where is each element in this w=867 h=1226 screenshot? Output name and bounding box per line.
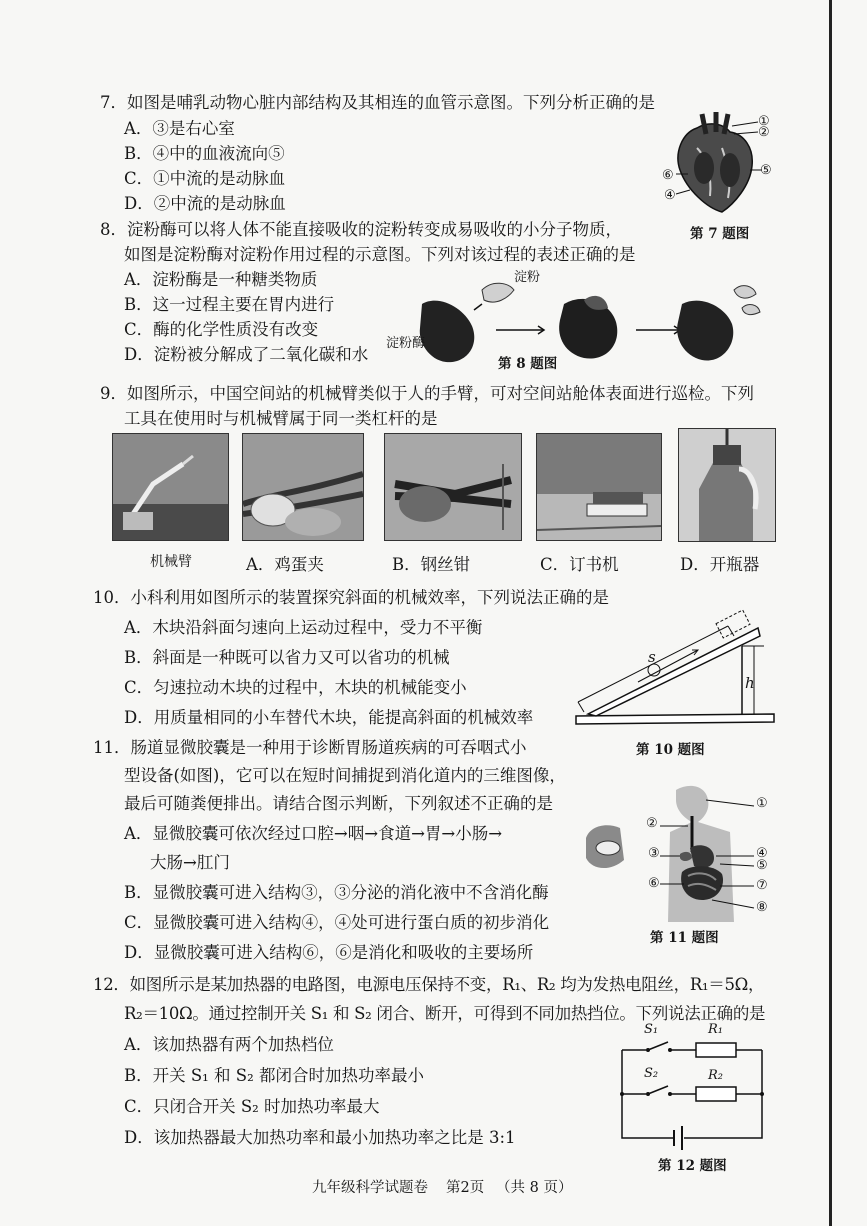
q8-label-enzyme: 淀粉酶 (386, 336, 426, 351)
q12-label-r2: R₂ (708, 1068, 723, 1083)
q9-stem-line2: 工具在使用时与机械臂属于同一类杠杆的是 (124, 409, 438, 428)
q7-caption: 第 7 题图 (690, 226, 750, 242)
egg-clip-photo (242, 433, 364, 541)
q9-caption-b: B．钢丝钳 (392, 555, 471, 574)
q12-option-a: A．该加热器有两个加热档位 (124, 1035, 334, 1054)
q11-figure (580, 776, 776, 922)
q11-label-8: ⑧ (756, 900, 768, 915)
heart-diagram (662, 108, 772, 218)
q11-stem-line1: 11．肠道显微胶囊是一种用于诊断胃肠道疾病的可吞咽式小 (93, 738, 527, 757)
q8-stem-line2: 如图是淀粉酶对淀粉作用过程的示意图。下列对该过程的表述正确的是 (124, 245, 636, 264)
q10-option-c: C．匀速拉动木块的过程中，木块的机械能变小 (124, 678, 467, 697)
q8-option-c: C．酶的化学性质没有改变 (124, 320, 319, 339)
stapler-photo (536, 433, 662, 541)
q8-option-a: A．淀粉酶是一种糖类物质 (124, 270, 318, 289)
q7-option-b: B．④中的血液流向⑤ (124, 144, 285, 163)
q7-stem: 7．如图是哺乳动物心脏内部结构及其相连的血管示意图。下列分析正确的是 (100, 93, 655, 112)
q10-stem: 10．小科利用如图所示的装置探究斜面的机械效率，下列说法正确的是 (93, 588, 609, 607)
q11-option-b: B．显微胶囊可进入结构③，③分泌的消化液中不含消化酶 (124, 883, 549, 902)
q7-label-1: ① (758, 114, 770, 129)
q9-stem-line1: 9．如图所示，中国空间站的机械臂类似于人的手臂，可对空间站舱体表面进行巡检。下列 (100, 384, 754, 403)
q11-label-5: ⑤ (756, 858, 768, 873)
q9-caption-arm: 机械臂 (150, 554, 192, 570)
q12-option-c: C．只闭合开关 S₂ 时加热功率最大 (124, 1097, 380, 1116)
q12-figure (612, 1022, 772, 1154)
footer-total: （共 8 页） (496, 1180, 573, 1196)
circuit-diagram (612, 1030, 772, 1154)
q9-caption-d: D．开瓶器 (680, 555, 760, 574)
q7-label-4: ④ (664, 188, 676, 203)
q11-option-a-line1: A．显微胶囊可依次经过口腔→咽→食道→胃→小肠→ (124, 824, 503, 843)
q8-caption: 第 8 题图 (498, 356, 558, 372)
q11-label-7: ⑦ (756, 878, 768, 893)
q8-figure (384, 264, 774, 374)
q12-label-s1: S₁ (644, 1022, 659, 1037)
q11-label-4: ④ (756, 846, 768, 861)
q12-option-b: B．开关 S₁ 和 S₂ 都闭合时加热功率最小 (124, 1066, 424, 1085)
q11-label-3: ③ (648, 846, 660, 861)
q7-option-d: D．②中流的是动脉血 (124, 194, 286, 213)
q12-stem-line1: 12．如图所示是某加热器的电路图，电源电压保持不变，R₁、R₂ 均为发热电阻丝，R₁＝5Ω， (93, 975, 765, 994)
q11-caption: 第 11 题图 (650, 930, 719, 946)
q11-option-c: C．显微胶囊可进入结构④，④处可进行蛋白质的初步消化 (124, 913, 550, 932)
q10-caption: 第 10 题图 (636, 742, 705, 758)
digestive-system-diagram (580, 776, 776, 922)
q8-stem-line1: 8．淀粉酶可以将人体不能直接吸收的淀粉转变成易吸收的小分子物质， (100, 220, 622, 239)
q11-label-1: ① (756, 796, 768, 811)
q7-option-a: A．③是右心室 (124, 119, 235, 138)
q9-caption-c: C．订书机 (540, 555, 619, 574)
q10-option-a: A．木块沿斜面匀速向上运动过程中，受力不平衡 (124, 618, 483, 637)
q9-caption-a: A．鸡蛋夹 (246, 555, 324, 574)
q12-label-s2: S₂ (644, 1066, 659, 1081)
q11-stem-line2: 型设备(如图)，它可以在短时间捕捉到消化道内的三维图像， (124, 766, 566, 785)
q11-label-2: ② (646, 816, 658, 831)
footer-page: 第2页 (446, 1180, 485, 1196)
q12-option-d: D．该加热器最大加热功率和最小加热功率之比是 3:1 (124, 1128, 516, 1147)
q7-label-6: ⑥ (662, 168, 674, 183)
q10-option-d: D．用质量相同的小车替代木块，能提高斜面的机械效率 (124, 708, 534, 727)
q12-stem-line2: R₂＝10Ω。通过控制开关 S₁ 和 S₂ 闭合、断开，可得到不同加热挡位。下列说法正确的是 (124, 1004, 766, 1023)
q11-stem-line3: 最后可随粪便排出。请结合图示判断，下列叙述不正确的是 (124, 794, 553, 813)
q8-option-b: B．这一过程主要在胃内进行 (124, 295, 335, 314)
q8-option-d: D．淀粉被分解成了二氧化碳和水 (124, 345, 369, 364)
q7-label-2: ② (758, 125, 770, 140)
q10-label-s: s (648, 648, 656, 666)
q11-option-a-line2: 大肠→肛门 (150, 853, 230, 872)
q12-caption: 第 12 题图 (658, 1158, 727, 1174)
q10-label-h: h (745, 674, 755, 692)
bottle-opener-photo (678, 428, 776, 542)
q11-label-6: ⑥ (648, 876, 660, 891)
q7-figure (662, 108, 772, 218)
enzyme-diagram (384, 264, 774, 374)
q12-label-r1: R₁ (708, 1022, 723, 1037)
robotic-arm-photo (112, 433, 229, 541)
q8-label-starch: 淀粉 (514, 270, 541, 285)
q10-option-b: B．斜面是一种既可以省力又可以省功的机械 (124, 648, 450, 667)
footer-title: 九年级科学试题卷 (312, 1180, 428, 1196)
q7-option-c: C．①中流的是动脉血 (124, 169, 286, 188)
incline-diagram (568, 606, 778, 728)
q7-label-3: ⑤ (760, 163, 772, 178)
q10-figure (568, 606, 778, 728)
q11-option-d: D．显微胶囊可进入结构⑥，⑥是消化和吸收的主要场所 (124, 943, 534, 962)
pliers-photo (384, 433, 522, 541)
page-edge (829, 0, 832, 1226)
